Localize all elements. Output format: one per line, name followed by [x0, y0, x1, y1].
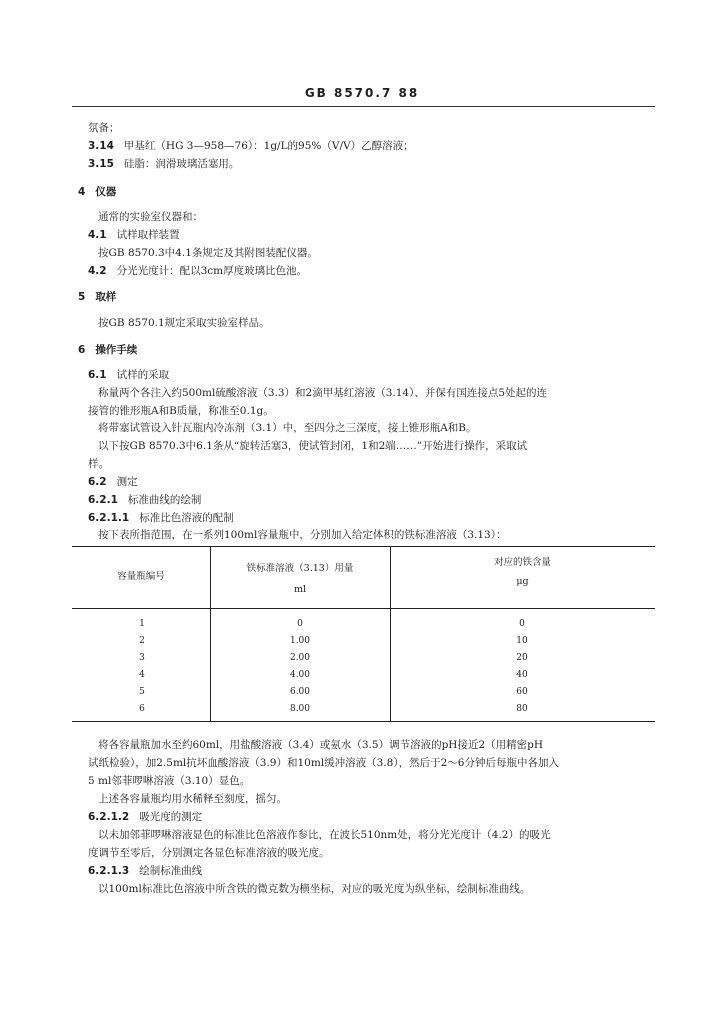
subsection-6-2-1-heading: [88, 493, 201, 507]
paragraph: 以未加邻菲啰啉溶液显色的标准比色溶液作参比，在波长510nm处，将分光光度计（4.2）的吸光: [98, 829, 551, 841]
item-text: 硅脂：润滑玻璃活塞用。: [123, 158, 240, 170]
paragraph: 以下按GB 8570.3中6.1条从“旋转活塞3，使试管封闭，1和2端……”开始进行操作，采取试: [98, 440, 528, 452]
paragraph: 按下表所指范围，在一系列100ml容量瓶中，分别加入给定体积的铁标准溶液（3.13）：: [98, 529, 507, 541]
section-5-heading: [78, 290, 116, 304]
section-6-heading: [78, 343, 137, 357]
section-title: 绘制标准曲线: [139, 865, 203, 877]
item-text: 甲基红（HG 3—958—76）：1g/L的95%（V/V）乙醇溶液；: [123, 140, 414, 152]
section-title: 标准比色溶液的配制: [139, 512, 234, 524]
paragraph: 通常的实验室仪器和：: [98, 211, 203, 223]
section-title: 测定: [116, 476, 138, 488]
item-number: 3.14: [88, 140, 114, 152]
table-cell-no: 2: [139, 636, 145, 646]
table-cell-volume: 8.00: [289, 704, 311, 714]
paragraph: 以100ml标准比色溶液中所含铁的微克数为横坐标，对应的吸光度为纵坐标，绘制标准曲线。: [98, 883, 531, 895]
table-cell-iron: 10: [516, 636, 528, 646]
paragraph: 上述各容量瓶均用水稀释至刻度，摇匀。: [98, 793, 287, 805]
table-top-rule: [72, 546, 655, 547]
section-number: 6.2.1.1: [88, 512, 130, 524]
subsection-6-2-1-2-heading: [88, 810, 202, 824]
table-header-volume: [210, 562, 390, 596]
table-cell-volume: 2.00: [289, 653, 311, 663]
table-header-bottle-number: 容量瓶编号: [117, 571, 165, 582]
section-number: 4: [78, 186, 86, 198]
table-cell-iron: 20: [516, 653, 528, 663]
table-cell-volume: 6.00: [289, 687, 311, 697]
paragraph: 接管的锥形瓶A和B质量，称准至0.1g。: [88, 405, 274, 417]
table-header-iron-unit: μg: [516, 576, 529, 587]
table-cell-volume: 4.00: [289, 670, 311, 680]
table-cell-no: 5: [139, 687, 145, 697]
table-cell-iron: 80: [516, 704, 528, 714]
table-cell-volume: 1.00: [289, 636, 311, 646]
table-cell-no: 6: [139, 704, 145, 714]
subsection-4-1-heading: [88, 228, 180, 242]
section-title: 标准曲线的绘制: [127, 494, 202, 506]
section-number: 6: [78, 344, 86, 356]
page-header: GB 8570.7 88: [304, 86, 420, 100]
subsection-6-1-heading: [88, 368, 169, 382]
item-number: 3.15: [88, 158, 114, 170]
header-rule: [72, 106, 655, 107]
table-header-iron: [390, 556, 655, 588]
paragraph: 将带塞试管设入针瓦瓶内冷冻剂（3.1）中，至四分之三深度，接上锥形瓶A和B。: [98, 422, 477, 434]
section-number: 4.1: [88, 229, 107, 241]
section-number: 6.2: [88, 476, 107, 488]
subsection-6-2-heading: [88, 475, 138, 489]
paragraph: 试纸检验），加2.5ml抗坏血酸溶液（3.9）和10ml缓冲溶液（3.8），然后于2～6分钟后每瓶中各加入: [88, 757, 559, 769]
paragraph: 称量两个各注入约500ml硫酸溶液（3.3）和2滴甲基红溶液（3.14）、并保有国连接点5处起的连: [98, 387, 548, 399]
table-bottom-rule: [72, 721, 655, 722]
section-number: 6.1: [88, 369, 107, 381]
table-cell-iron: 0: [519, 619, 525, 629]
section-number: 5: [78, 291, 86, 303]
item-4-2: [88, 264, 307, 278]
section-title: 操作手续: [95, 344, 138, 356]
subsection-6-2-1-3-heading: [88, 864, 202, 878]
continued-line: 氛备；: [88, 122, 120, 134]
table-header-volume-label: 铁标准溶液（3.13）用量: [246, 563, 354, 574]
item-text: 分光光度计：配以3cm厚度玻璃比色池。: [116, 265, 308, 277]
paragraph: 按GB 8570.3中4.1条规定及其附图装配仪器。: [98, 247, 318, 259]
table-cell-iron: 40: [516, 670, 528, 680]
section-number: 6.2.1.3: [88, 865, 130, 877]
item-number: 4.2: [88, 265, 107, 277]
section-title: 仪器: [95, 186, 117, 198]
item-3-14: [88, 139, 414, 153]
subsection-6-2-1-1-heading: [88, 511, 234, 525]
table-header-iron-label: 对应的铁含量: [493, 557, 551, 568]
section-number: 6.2.1: [88, 494, 118, 506]
section-title: 试样的采取: [116, 369, 170, 381]
table-header-rule: [72, 608, 655, 609]
paragraph: 度调节至零后，分别测定各显色标准溶液的吸光度。: [88, 847, 330, 859]
table-cell-no: 4: [139, 670, 145, 680]
item-3-15: [88, 157, 239, 171]
table-cell-no: 1: [139, 619, 145, 629]
section-4-heading: [78, 185, 116, 199]
paragraph: 按GB 8570.1规定采取实验室样品。: [98, 317, 270, 329]
paragraph: 将各容量瓶加水至约60ml，用盐酸溶液（3.4）或氨水（3.5）调节溶液的pH接近2（用精密pH: [98, 739, 544, 751]
paragraph: 样。: [88, 458, 109, 470]
table-cell-no: 3: [139, 653, 145, 663]
standard-solution-table: [72, 546, 655, 722]
section-title: 取样: [95, 291, 117, 303]
paragraph: 5 ml邻菲啰啉溶液（3.10）显色。: [88, 775, 251, 787]
section-title: 吸光度的测定: [139, 811, 203, 823]
table-cell-iron: 60: [516, 687, 528, 697]
table-cell-volume: 0: [297, 619, 303, 629]
section-number: 6.2.1.2: [88, 811, 130, 823]
table-header-volume-unit: ml: [293, 584, 307, 595]
section-title: 试样取样装置: [116, 229, 180, 241]
